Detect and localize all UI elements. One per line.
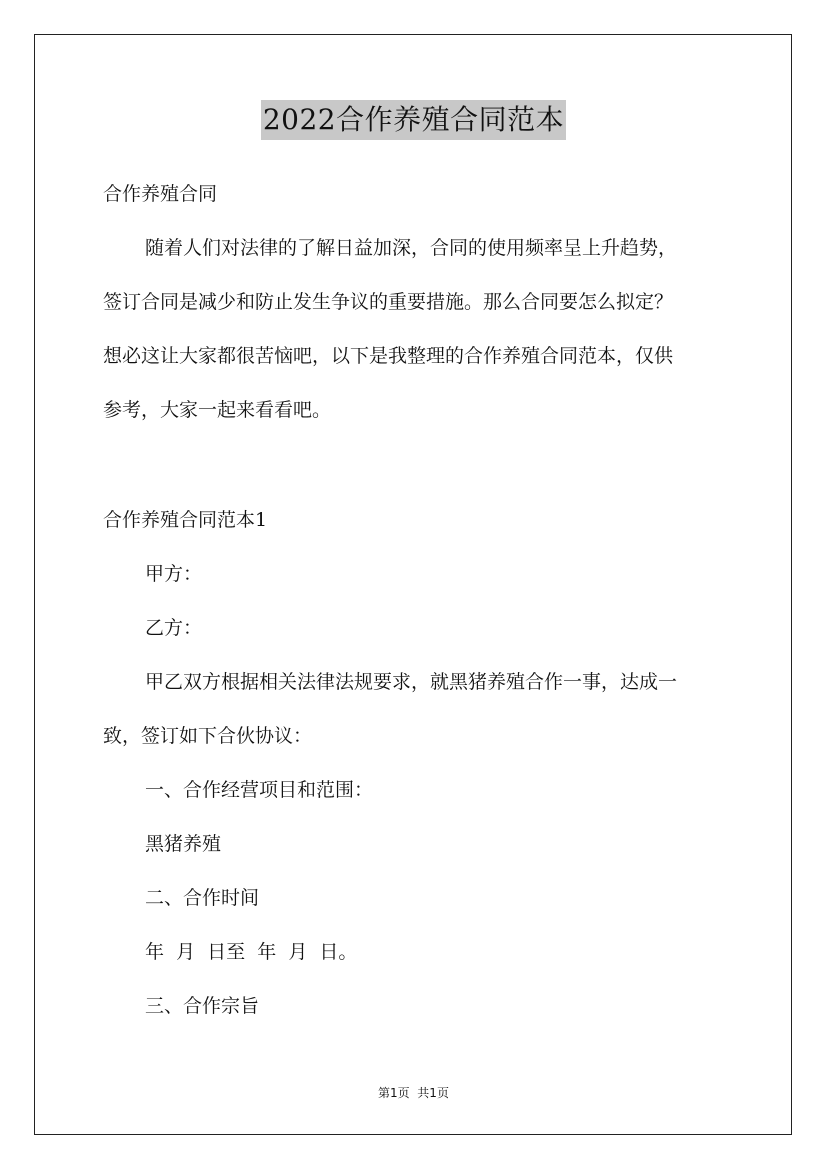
- section-1-body: 黑猪养殖: [145, 833, 222, 855]
- page-footer: [0, 1084, 827, 1101]
- section-2-title: 二、合作时间: [145, 887, 260, 909]
- document-title: 2022合作养殖合同范本: [261, 100, 566, 140]
- section-1-title: 一、合作经营项目和范围：: [145, 779, 374, 801]
- section-3-title: 三、合作宗旨: [145, 995, 260, 1017]
- intro-line-2: 签订合同是减少和防止发生争议的重要措施。那么合同要怎么拟定？: [103, 291, 674, 313]
- agreement-line-1: 甲乙双方根据相关法律法规要求，就黑猪养殖合作一事，达成一: [145, 671, 678, 693]
- party-b-label: 乙方：: [145, 617, 203, 639]
- heading-contract: 合作养殖合同: [103, 183, 218, 205]
- agreement-line-2: 致，签订如下合伙协议：: [103, 725, 313, 747]
- intro-line-4: 参考，大家一起来看看吧。: [103, 399, 332, 421]
- section-2-body: 年 月 日至 年 月 日。: [145, 941, 358, 963]
- party-a-label: 甲方：: [145, 563, 203, 585]
- heading-template-1: 合作养殖合同范本1: [103, 509, 268, 531]
- intro-line-3: 想必这让大家都很苦恼吧，以下是我整理的合作养殖合同范本，仅供: [103, 345, 674, 367]
- title-container: [0, 100, 827, 140]
- page-number: 第1页 共1页: [378, 1086, 449, 1100]
- intro-line-1: 随着人们对法律的了解日益加深，合同的使用频率呈上升趋势，: [145, 237, 678, 259]
